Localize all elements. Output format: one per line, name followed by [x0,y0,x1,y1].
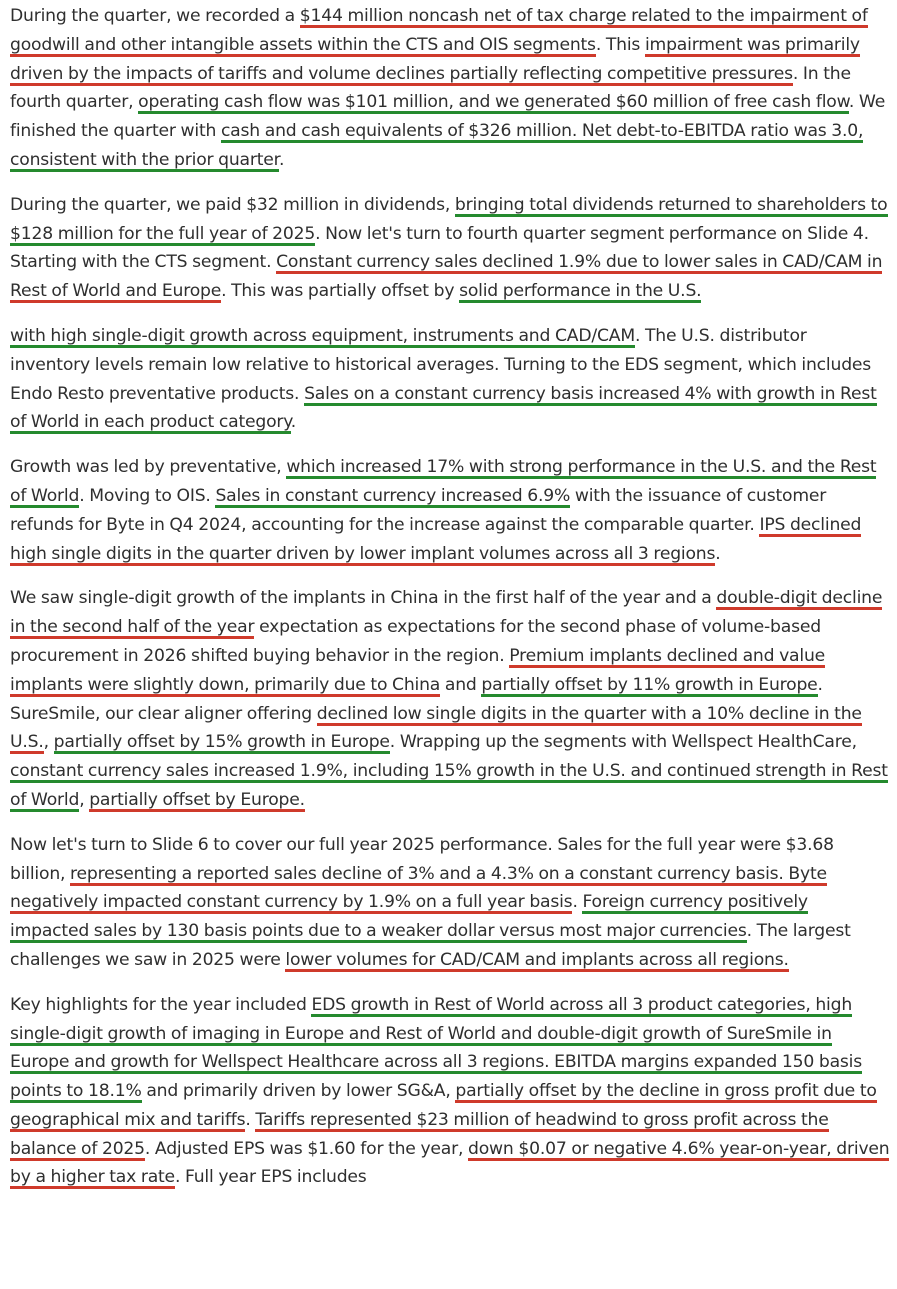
transcript-paragraph [10,991,890,1193]
text-segment: . [715,543,721,564]
text-segment: and primarily driven by lower SG&A, [141,1081,456,1102]
negative-highlight: $144 million noncash net of tax charge related to the impairment of goodwill and other intangible assets within the CTS and OIS segments [10,6,868,55]
text-segment: Key highlights for the year included [10,994,312,1015]
positive-highlight: operating cash flow was $101 million, and we generated $60 million of free cash flow [138,92,849,113]
text-segment: We saw single-digit growth of the implants in China in the first half of the year and a [10,588,717,609]
negative-highlight: lower volumes for CAD/CAM and implants across all regions. [285,949,789,970]
negative-highlight: declined low single digits in the quarter with a 10% decline in the U.S. [10,703,862,753]
negative-highlight: Tariffs represented $23 million of headwind to gross profit across the balance of 2025 [10,1109,829,1159]
text-segment: . [278,149,285,170]
text-segment: . [290,412,297,433]
positive-highlight: EDS growth in Rest of World across all 3 product categories, high single-digit growth of imaging in Europe and Rest of World and double-digit growth of SureSmile in Europe and growth for Wellspect Healthcare across all 3 regions. EBITDA margins expanded 150 basis points to 18.1% [10,994,862,1102]
text-segment: . The largest challenges we saw in 2025 were [10,921,851,970]
text-segment: , [79,789,90,810]
positive-highlight: with high single-digit growth across equipment, instruments and CAD/CAM [10,325,635,346]
negative-highlight: IPS declined high single digits in the quarter driven by lower implant volumes across all 3 regions [10,514,862,564]
text-segment: . Full year EPS includes [174,1167,367,1188]
text-segment: . In the fourth quarter, [10,63,851,113]
transcript-paragraph [10,584,890,814]
positive-highlight: partially offset by 15% growth in Europe [53,732,390,753]
text-segment: . This [595,34,645,55]
transcript-document [10,2,890,1208]
text-segment: . The U.S. distributor inventory levels remain low relative to historical averages. Turning to the EDS segment, which includes Endo Resto preventative products. [10,325,872,404]
positive-highlight: Sales on a constant currency basis increased 4% with growth in Rest of World in each product category [10,383,877,433]
negative-highlight: impairment was primarily driven by the impacts of tariffs and volume declines partially reflecting competitive pressures [10,34,860,84]
text-segment: . Moving to OIS. [79,485,216,506]
text-segment: Growth was led by preventative, [10,457,287,478]
text-segment: . [245,1109,256,1130]
negative-highlight: down $0.07 or negative 4.6% year-on-year, driven by a higher tax rate [10,1138,890,1188]
text-segment: . This was partially offset by [221,281,460,302]
positive-highlight: constant currency sales increased 1.9%, including 15% growth in the U.S. and continued strength in Rest of World [10,761,888,810]
text-segment: . [572,892,583,913]
transcript-paragraph [10,322,890,437]
negative-highlight: partially offset by Europe. [89,789,305,810]
transcript-paragraph [10,831,890,975]
transcript-paragraph [10,191,890,306]
positive-highlight: Sales in constant currency increased 6.9% [215,485,571,506]
text-segment: Now let's turn to Slide 6 to cover our full year 2025 performance. Sales for the full year were $3.68 billion, [10,834,834,884]
text-segment: . Now let's turn to fourth quarter segment performance on Slide 4. Starting with the CTS segment. [10,223,869,273]
positive-highlight: Foreign currency positively impacted sales by 130 basis points due to a weaker dollar versus most major currencies [10,892,808,942]
positive-highlight: partially offset by 11% growth in Europe [481,674,818,695]
transcript-paragraph [10,2,890,175]
text-segment: , [43,732,54,753]
positive-highlight: bringing total dividends returned to shareholders to $128 million for the full year of 2025 [10,194,888,244]
text-segment: During the quarter, we paid $32 million in dividends, [10,194,455,215]
negative-highlight: representing a reported sales decline of 3% and a 4.3% on a constant currency basis. Byte negatively impacted constant currency by 1.9% on a full year basis [10,863,827,913]
text-segment: . We finished the quarter with [10,92,886,142]
transcript-paragraph [10,453,890,568]
text-segment: with the issuance of customer refunds for Byte in Q4 2024, accounting for the increase against the comparable quarter. [10,485,827,535]
text-segment: During the quarter, we recorded a [10,6,300,26]
text-segment: . Adjusted EPS was $1.60 for the year, [144,1138,469,1159]
text-segment: . Wrapping up the segments with Wellspect HealthCare, [389,732,857,753]
text-segment: and [440,674,482,695]
text-segment: expectation as expectations for the second phase of volume-based procurement in 2026 shifted buying behavior in the region. [10,617,821,666]
negative-highlight: Premium implants declined and value implants were slightly down, primarily due to China [10,645,826,695]
text-segment: . SureSmile, our clear aligner offering [10,674,823,724]
positive-highlight: solid performance in the U.S. [459,281,702,302]
negative-highlight: double-digit decline in the second half of the year [10,588,883,638]
positive-highlight: cash and cash equivalents of $326 million. Net debt-to-EBITDA ratio was 3.0, consistent with the prior quarter [10,121,864,170]
positive-highlight: which increased 17% with strong performance in the U.S. and the Rest of World [10,457,877,506]
negative-highlight: Constant currency sales declined 1.9% due to lower sales in CAD/CAM in Rest of World and Europe [10,252,883,302]
negative-highlight: partially offset by the decline in gross profit due to geographical mix and tariffs [10,1081,877,1130]
